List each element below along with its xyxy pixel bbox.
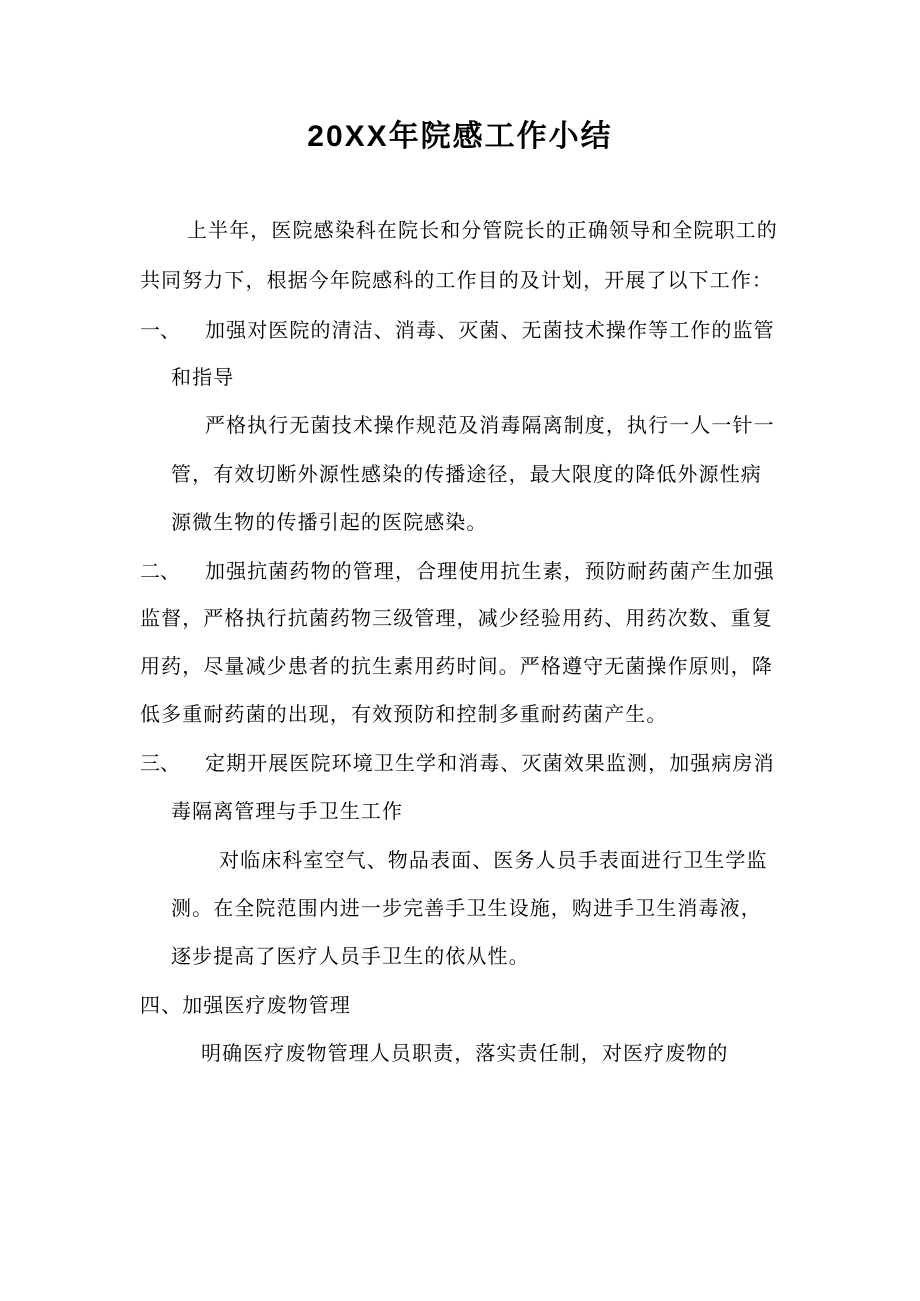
- section-heading-line: 低多重耐药菌的出现，有效预防和控制多重耐药菌产生。: [140, 702, 668, 726]
- section-heading-line: 定期开展医院环境卫生学和消毒、灭菌效果监测，加强病房消: [205, 751, 775, 775]
- section-heading-line: 四、加强医疗废物管理: [140, 993, 351, 1017]
- section-body-line: 测。在全院范围内进一步完善手卫生设施，购进手卫生消毒液，: [171, 896, 762, 920]
- title-year: 20XX: [307, 120, 389, 153]
- section-body-line: 逐步提高了医疗人员手卫生的依从性。: [171, 944, 530, 968]
- section-number: 三、: [140, 751, 180, 775]
- section-body-line: 对临床科室空气、物品表面、医务人员手表面进行卫生学监: [219, 848, 768, 872]
- intro-line: 上半年，医院感染科在院长和分管院长的正确领导和全院职工的: [187, 218, 778, 242]
- section-body-line: 源微生物的传播引起的医院感染。: [171, 510, 488, 534]
- section-heading-line: 加强抗菌药物的管理，合理使用抗生素，预防耐药菌产生加强: [205, 559, 775, 583]
- section-heading-line: 用药，尽量减少患者的抗生素用药时间。严格遵守无菌操作原则，降: [140, 654, 773, 678]
- section-body-line: 明确医疗废物管理人员职责，落实责任制，对医疗废物的: [201, 1041, 729, 1065]
- document-title: [0, 112, 920, 162]
- section-heading-line: 加强对医院的清洁、消毒、灭菌、无菌技术操作等工作的监管: [205, 318, 775, 342]
- section-number: 二、: [140, 559, 180, 583]
- section-heading-line: 监督，严格执行抗菌药物三级管理，减少经验用药、用药次数、重复: [140, 606, 773, 630]
- section-body-line: 严格执行无菌技术操作规范及消毒隔离制度，执行一人一针一: [205, 413, 775, 437]
- title-text: 年院感工作小结: [388, 119, 613, 154]
- section-heading-line: 和指导: [171, 365, 235, 389]
- section-number: 一、: [140, 318, 180, 342]
- section-heading-line: 毒隔离管理与手卫生工作: [171, 799, 404, 823]
- section-body-line: 管，有效切断外源性感染的传播途径，最大限度的降低外源性病: [171, 462, 762, 486]
- intro-line: 共同努力下，根据今年院感科的工作目的及计划，开展了以下工作：: [140, 268, 773, 292]
